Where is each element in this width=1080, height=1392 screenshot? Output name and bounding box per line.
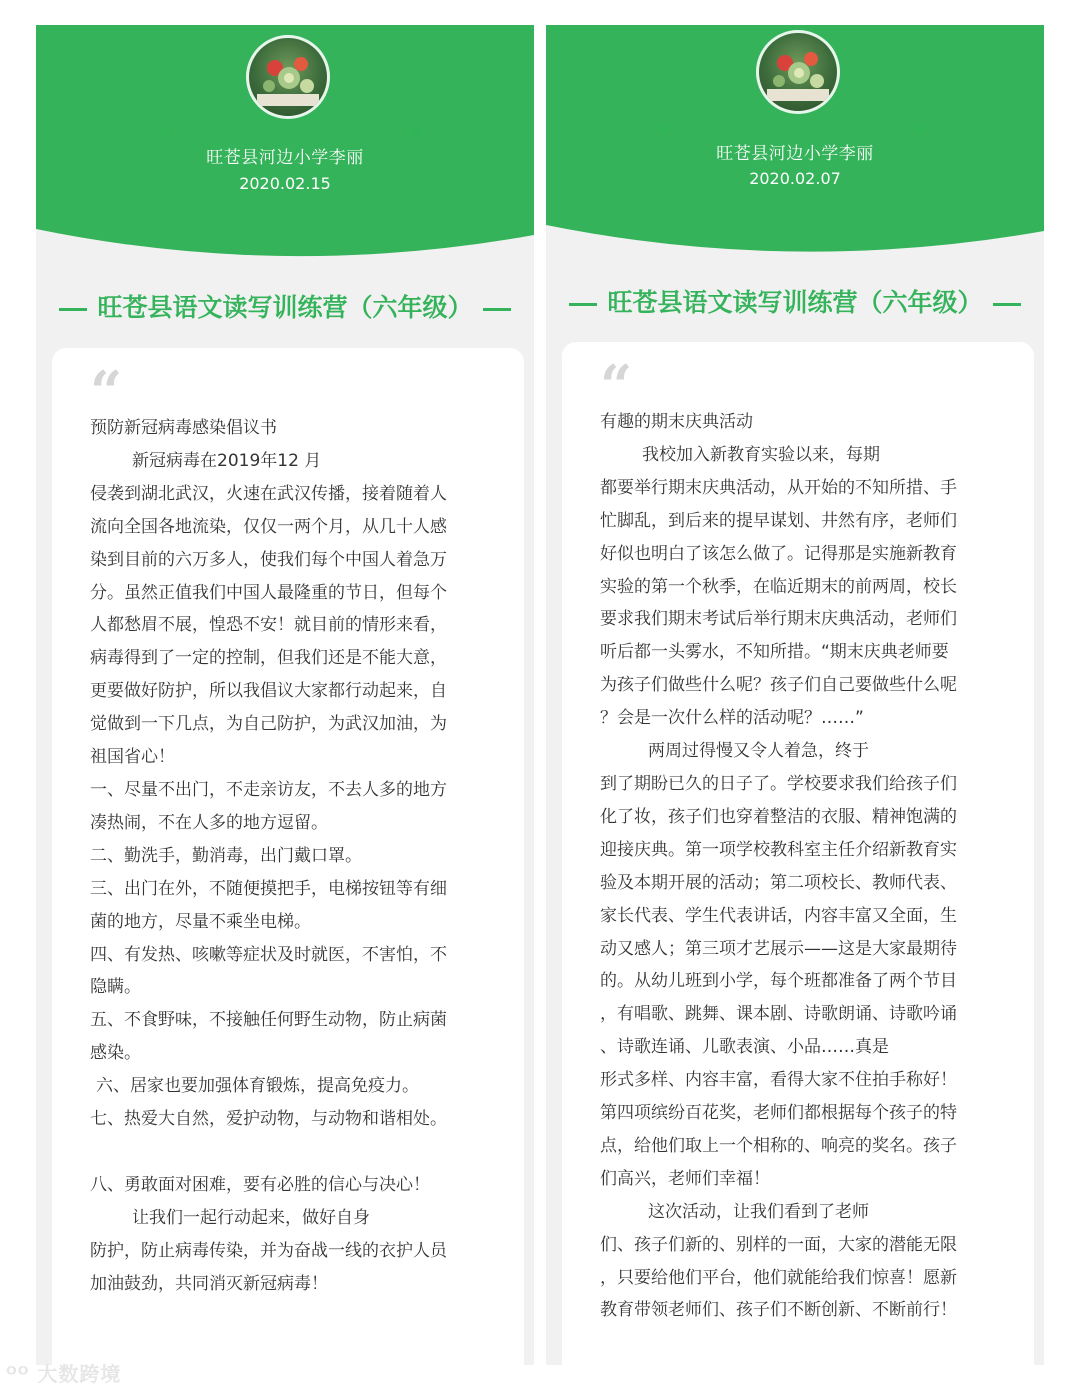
section-title-text: 旺苍县语文读写训练营（六年级） bbox=[97, 293, 473, 322]
text-line: 、诗歌连诵、儿歌表演、小品……真是 bbox=[600, 1037, 889, 1058]
post-card-right bbox=[546, 25, 1044, 1365]
article-title: 有趣的期末庆典活动 bbox=[600, 412, 753, 432]
card-header bbox=[546, 25, 1044, 285]
text-line: 听后都一头雾水，不知所措。“期末庆典老师要 bbox=[600, 642, 949, 663]
text-line: ？会是一次什么样的活动呢？……” bbox=[600, 708, 864, 729]
card-header bbox=[36, 25, 534, 285]
text-line: 染到目前的六万多人，使我们每个中国人着急万 bbox=[90, 549, 447, 570]
author-name: 旺苍县河边小学李丽 bbox=[716, 144, 874, 164]
text-line: 们高兴，老师们幸福！ bbox=[600, 1168, 770, 1189]
text-line: 五、不食野味，不接触任何野生动物，防止病菌 bbox=[90, 1010, 447, 1031]
decor-dot bbox=[916, 125, 924, 133]
text-line: 第四项缤纷百花奖，老师们都根据每个孩子的特 bbox=[600, 1103, 957, 1124]
text-line: ，有唱歌、跳舞、课本剧、诗歌朗诵、诗歌吟诵 bbox=[600, 1004, 957, 1025]
text-line: 教育带领老师们、孩子们不断创新、不断前行！ bbox=[600, 1300, 957, 1321]
text-line: 到了期盼已久的日子了。学校要求我们给孩子们 bbox=[600, 773, 957, 794]
text-line: 们、孩子们新的、别样的一面，大家的潜能无限 bbox=[600, 1234, 957, 1255]
title-bar-right bbox=[993, 303, 1021, 306]
text-line: 验及本期开展的活动；第二项校长、教师代表、 bbox=[600, 872, 957, 893]
text-line: 实验的第一个秋季，在临近期末的前两周，校长 bbox=[600, 576, 957, 597]
text-line: 病毒得到了一定的控制，但我们还是不能大意， bbox=[90, 648, 447, 669]
text-line: 形式多样、内容丰富，看得大家不住拍手称好！ bbox=[600, 1070, 957, 1091]
text-line: 感染。 bbox=[90, 1043, 141, 1064]
text-line: 迎接庆典。第一项学校教科室主任介绍新教育实 bbox=[600, 839, 957, 860]
text-line: 六、居家也要加强体育锻炼，提高免疫力。 bbox=[96, 1076, 419, 1097]
watermark bbox=[6, 1358, 121, 1387]
text-line: 侵袭到湖北武汉，火速在武汉传播，接着随着人 bbox=[90, 483, 447, 504]
title-bar-left bbox=[569, 303, 597, 306]
text-line: ，只要给他们平台，他们就能给我们惊喜！愿新 bbox=[600, 1267, 957, 1288]
text-line: 凑热闹，不在人多的地方逗留。 bbox=[90, 812, 328, 833]
watermark-logo-icon: ᴼᴼ bbox=[6, 1362, 38, 1386]
text-line: 化了妆，孩子们也穿着整洁的衣服、精神饱满的 bbox=[600, 806, 957, 827]
text-line: 要求我们期末考试后举行期末庆典活动，老师们 bbox=[600, 609, 957, 630]
text-line: 隐瞒。 bbox=[90, 977, 141, 998]
text-line: 觉做到一下几点，为自己防护，为武汉加油，为 bbox=[90, 714, 447, 735]
succulent-photo-icon bbox=[249, 38, 327, 116]
text-line: 二、勤洗手，勤消毒，出门戴口罩。 bbox=[90, 845, 362, 866]
text-line: 流向全国各地流染，仅仅一两个月，从几十人感 bbox=[90, 516, 447, 537]
text-line: 都要举行期末庆典活动，从开始的不知所措、手 bbox=[600, 477, 957, 498]
text-line: 的。从幼儿班到小学，每个班都准备了两个节目 bbox=[600, 971, 957, 992]
text-line: 一、尽量不出门，不走亲访友，不去人多的地方 bbox=[90, 779, 447, 800]
quote-icon: “ bbox=[90, 359, 123, 425]
text-line: 祖国省心！ bbox=[90, 747, 175, 768]
title-bar-left bbox=[59, 308, 87, 311]
text-line: 动又感人；第三项才艺展示——这是大家最期待 bbox=[600, 938, 957, 959]
text-line: 人都愁眉不展，惶恐不安！就目前的情形来看， bbox=[90, 615, 447, 636]
quote-icon: “ bbox=[600, 353, 633, 419]
text-line: 好似也明白了该怎么做了。记得那是实施新教育 bbox=[600, 543, 957, 564]
text-line: 四、有发热、咳嗽等症状及时就医，不害怕，不 bbox=[90, 944, 447, 965]
decor-dot bbox=[412, 129, 420, 137]
article-text bbox=[600, 406, 1022, 1327]
article-card bbox=[562, 342, 1034, 1365]
article-card bbox=[52, 348, 524, 1365]
text-line: 八、勇敢面对困难，要有必胜的信心与决心！ bbox=[90, 1174, 430, 1195]
article-text bbox=[90, 412, 512, 1300]
post-date: 2020.02.07 bbox=[749, 169, 841, 188]
text-line: 忙脚乱，到后来的提早谋划、井然有序，老师们 bbox=[600, 510, 957, 531]
section-title bbox=[36, 288, 534, 324]
succulent-photo-icon bbox=[759, 33, 837, 111]
section-title bbox=[546, 283, 1044, 319]
author-name: 旺苍县河边小学李丽 bbox=[206, 148, 364, 168]
blank-line bbox=[90, 1136, 512, 1169]
text-line: 为孩子们做些什么呢？孩子们自己要做些什么呢 bbox=[600, 675, 957, 696]
text-line: 家长代表、学生代表讲话，内容丰富又全面，生 bbox=[600, 905, 957, 926]
title-bar-right bbox=[483, 308, 511, 311]
text-line: 更要做好防护，所以我倡议大家都行动起来，自 bbox=[90, 681, 447, 702]
text-line: 让我们一起行动起来，做好自身 bbox=[132, 1207, 370, 1228]
text-line: 分。虽然正值我们中国人最隆重的节日，但每个 bbox=[90, 582, 447, 603]
text-line: 我校加入新教育实验以来，每期 bbox=[642, 444, 880, 465]
decor-dot bbox=[660, 125, 668, 133]
post-date: 2020.02.15 bbox=[239, 174, 331, 193]
text-line: 加油鼓劲，共同消灭新冠病毒！ bbox=[90, 1273, 328, 1294]
text-line: 三、出门在外，不随便摸把手，电梯按钮等有细 bbox=[90, 878, 447, 899]
post-card-left bbox=[36, 25, 534, 1365]
text-line: 菌的地方，尽量不乘坐电梯。 bbox=[90, 911, 311, 932]
article-title: 预防新冠病毒感染倡议书 bbox=[90, 418, 277, 438]
text-line: 防护，防止病毒传染，并为奋战一线的衣护人员 bbox=[90, 1240, 447, 1261]
text-line: 这次活动，让我们看到了老师 bbox=[648, 1201, 869, 1222]
section-title-text: 旺苍县语文读写训练营（六年级） bbox=[607, 288, 983, 317]
text-line: 七、热爱大自然，爱护动物，与动物和谐相处。 bbox=[90, 1109, 447, 1130]
watermark-text: 大数跨境 bbox=[37, 1362, 122, 1386]
decor-dot bbox=[160, 129, 168, 137]
text-line: 两周过得慢又令人着急，终于 bbox=[648, 741, 869, 762]
avatar[interactable] bbox=[246, 35, 330, 119]
avatar[interactable] bbox=[756, 30, 840, 114]
text-line: 新冠病毒在2019年12 月 bbox=[132, 450, 322, 471]
text-line: 点，给他们取上一个相称的、响亮的奖名。孩子 bbox=[600, 1135, 957, 1156]
